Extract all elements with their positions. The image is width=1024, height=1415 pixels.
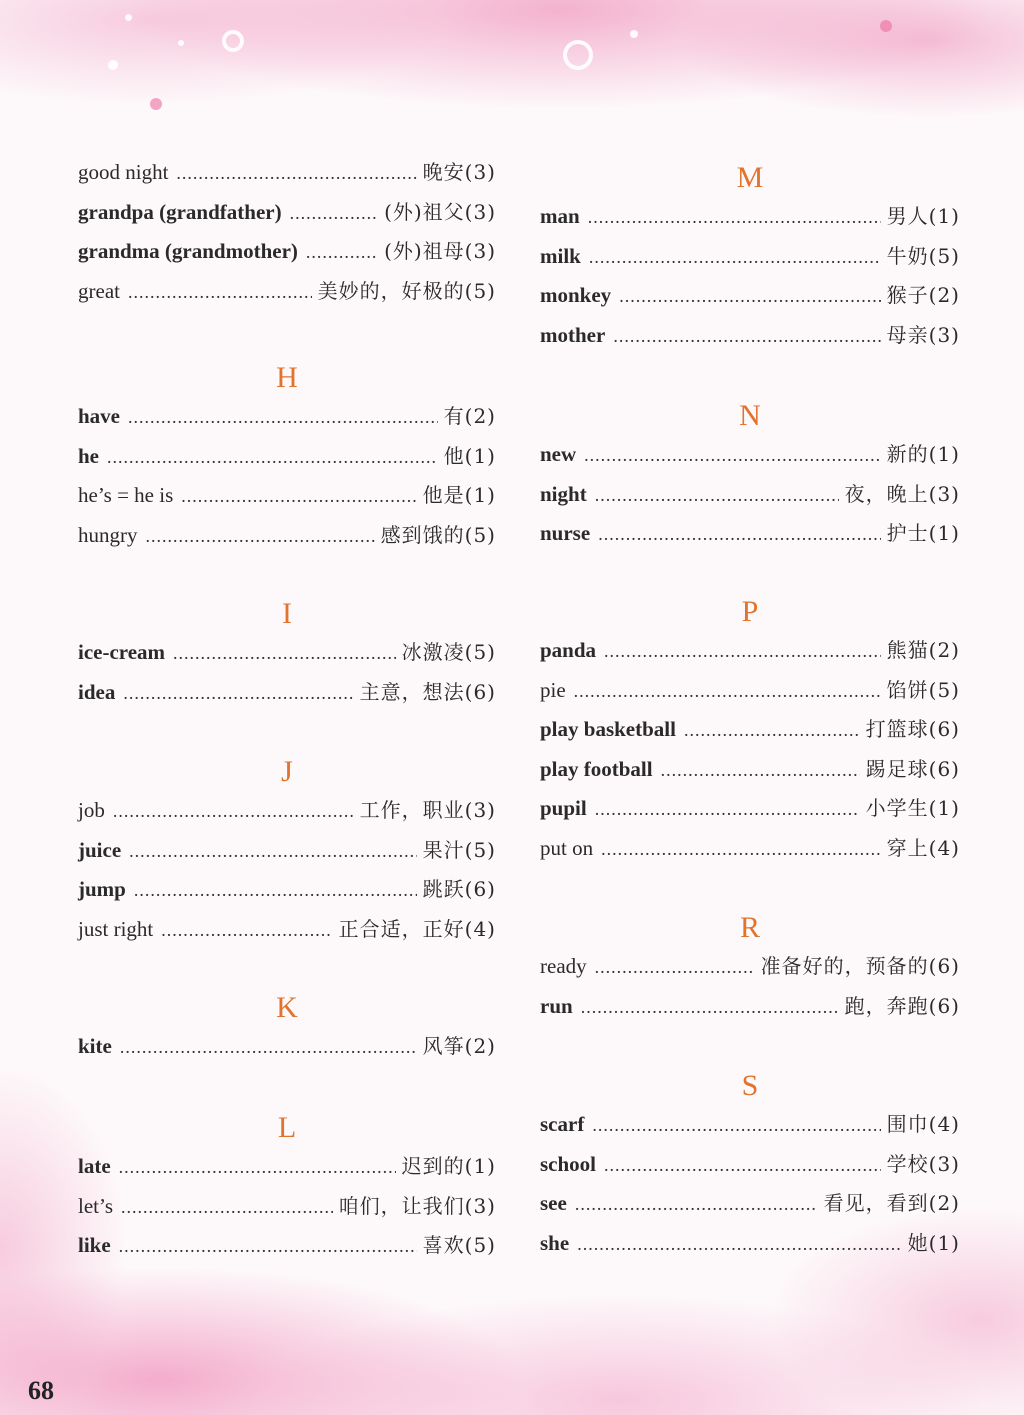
section-letter: S: [741, 1069, 759, 1102]
glossary-section: [540, 906, 960, 1029]
chinese-meaning: 工作，职业(3): [359, 798, 496, 822]
ring-decoration: [563, 40, 593, 70]
glossary-entry: [78, 440, 496, 480]
glossary-entry: [540, 1187, 960, 1227]
glossary-entry: [78, 834, 496, 874]
glossary-entry: [540, 634, 960, 674]
section-letter: H: [276, 361, 298, 394]
section-letter: P: [741, 595, 759, 628]
section-letter: I: [282, 597, 292, 630]
english-word: late: [78, 1154, 111, 1178]
glossary-entry: [540, 674, 960, 714]
section-letter: N: [739, 399, 761, 432]
english-word: juice: [78, 837, 122, 862]
chinese-meaning: 馅饼(5): [886, 677, 960, 702]
glossary-section: [78, 750, 496, 952]
dot-leader: [589, 247, 881, 268]
chinese-meaning: 冰激凌(5): [401, 640, 496, 664]
english-word: milk: [540, 243, 581, 268]
chinese-meaning: 美妙的，好极的(5): [317, 278, 496, 303]
chinese-meaning: 熊猫(2): [886, 638, 960, 662]
chinese-meaning: (外)祖父(3): [384, 199, 496, 224]
chinese-meaning: 感到饿的(5): [380, 522, 496, 547]
chinese-meaning: 母亲(3): [886, 322, 960, 347]
chinese-meaning: 猴子(2): [886, 283, 960, 308]
english-word: grandpa (grandfather): [78, 199, 282, 224]
glossary-entry: [540, 950, 960, 990]
glossary-entry: [78, 794, 496, 834]
glossary-entry: [540, 517, 960, 557]
chinese-meaning: 风筝(2): [422, 1034, 496, 1058]
english-word: ready: [540, 954, 587, 978]
dot-leader: [113, 801, 354, 822]
glossary-entry: [540, 478, 960, 518]
chinese-meaning: 他是(1): [422, 483, 496, 508]
glossary-entry: [540, 200, 960, 240]
chinese-meaning: 夜，晚上(3): [844, 481, 960, 506]
english-word: let’s: [78, 1193, 113, 1218]
chinese-meaning: 看见，看到(2): [823, 1191, 960, 1216]
glossary-section: [540, 590, 960, 872]
english-word: just right: [78, 916, 154, 941]
glossary-section: [78, 986, 496, 1070]
dot-leader: [290, 203, 378, 224]
section-letter: M: [736, 161, 764, 194]
glossary-section: [78, 592, 496, 715]
chinese-meaning: 跳跃(6): [422, 877, 496, 902]
glossary-entry: [540, 792, 960, 832]
english-word: run: [540, 993, 573, 1018]
english-word: night: [540, 481, 587, 506]
section-letter: J: [281, 755, 293, 788]
chinese-meaning: 迟到的(1): [401, 1154, 496, 1178]
chinese-meaning: 牛奶(5): [886, 243, 960, 268]
english-word: job: [78, 798, 105, 822]
chinese-meaning: 有(2): [443, 404, 496, 428]
dot-leader: [107, 447, 438, 468]
chinese-meaning: (外)祖母(3): [384, 239, 496, 264]
glossary-section: [78, 356, 496, 558]
english-word: pupil: [540, 796, 587, 821]
section-letter: L: [277, 1111, 297, 1144]
english-word: kite: [78, 1034, 112, 1058]
dot-leader: [129, 841, 417, 862]
english-word: panda: [540, 638, 597, 662]
chinese-meaning: 围巾(4): [886, 1112, 960, 1136]
glossary-entry: [540, 279, 960, 319]
english-word: pie: [540, 677, 566, 702]
chinese-meaning: 主意，想法(6): [359, 679, 496, 704]
section-letter: K: [276, 991, 298, 1024]
ring-decoration: [222, 30, 244, 52]
sparkle-decoration: [630, 30, 638, 38]
dot-leader: [604, 641, 881, 662]
chinese-meaning: 正合适，正好(4): [338, 916, 496, 941]
dot-leader: [119, 1157, 396, 1178]
glossary-section: [78, 1106, 496, 1269]
english-word: mother: [540, 322, 606, 347]
glossary-entry: [78, 235, 496, 275]
dot-leader: [173, 643, 396, 664]
chinese-meaning: 踢足球(6): [865, 756, 960, 781]
dot-leader: [595, 957, 755, 978]
glossary-entry: [540, 1227, 960, 1267]
english-word: good night: [78, 160, 169, 184]
sparkle-decoration: [108, 60, 118, 70]
glossary-entry: [540, 990, 960, 1030]
glossary-entry: [78, 1190, 496, 1230]
chinese-meaning: 她(1): [907, 1230, 960, 1255]
section-letter: R: [739, 911, 760, 944]
chinese-meaning: 咱们，让我们(3): [338, 1193, 496, 1218]
glossary-entry: [540, 753, 960, 793]
dot-leader: [601, 839, 881, 860]
chinese-meaning: 新的(1): [886, 442, 960, 466]
glossary-entry: [78, 275, 496, 315]
english-word: play football: [540, 756, 653, 781]
english-word: scarf: [540, 1112, 585, 1136]
glossary-entry: [78, 873, 496, 913]
glossary-entry: [540, 319, 960, 359]
chinese-meaning: 他(1): [443, 443, 496, 468]
english-word: jump: [78, 877, 126, 902]
sparkle-decoration: [150, 98, 162, 110]
english-word: he’s = he is: [78, 483, 174, 508]
dot-leader: [592, 1115, 880, 1136]
glossary-entry: [540, 713, 960, 753]
english-word: man: [540, 204, 580, 228]
chinese-meaning: 喜欢(5): [422, 1233, 496, 1258]
english-word: nurse: [540, 521, 591, 546]
glossary-entry: [78, 636, 496, 676]
sparkle-decoration: [125, 14, 132, 21]
glossary-entry: [78, 519, 496, 559]
english-word: see: [540, 1191, 567, 1216]
dot-leader: [128, 407, 438, 428]
chinese-meaning: 穿上(4): [886, 835, 960, 860]
english-word: like: [78, 1233, 111, 1258]
dot-leader: [584, 445, 880, 466]
english-word: idea: [78, 679, 116, 704]
dot-leader: [134, 880, 417, 901]
sparkle-decoration: [178, 40, 184, 46]
dot-leader: [120, 1037, 417, 1058]
glossary-entry: [540, 832, 960, 872]
glossary-entry: [540, 1108, 960, 1148]
dot-leader: [161, 920, 332, 941]
glossary-entry: [78, 676, 496, 716]
english-word: monkey: [540, 283, 612, 308]
glossary-section: [540, 1064, 960, 1266]
dot-leader: [588, 207, 881, 228]
chinese-meaning: 跑，奔跑(6): [844, 993, 960, 1018]
dot-leader: [598, 524, 880, 545]
chinese-meaning: 学校(3): [886, 1151, 960, 1176]
dot-leader: [128, 282, 312, 303]
glossary-entry: [540, 240, 960, 280]
chinese-meaning: 晚安(3): [422, 160, 496, 184]
english-word: great: [78, 278, 120, 303]
english-word: she: [540, 1230, 570, 1255]
dot-leader: [595, 485, 839, 506]
dot-leader: [619, 286, 880, 307]
dot-leader: [575, 1194, 818, 1215]
glossary-entry: [78, 479, 496, 519]
dot-leader: [123, 683, 353, 704]
english-word: he: [78, 443, 99, 468]
chinese-meaning: 果汁(5): [422, 837, 496, 862]
glossary-entry: [540, 438, 960, 478]
dot-leader: [121, 1197, 333, 1218]
dot-leader: [595, 799, 860, 820]
english-word: school: [540, 1151, 597, 1176]
glossary-entry: [78, 196, 496, 236]
dot-leader: [181, 486, 416, 507]
page-number: 68: [28, 1376, 54, 1405]
glossary-entry: [78, 1030, 496, 1070]
glossary-entry: [78, 156, 496, 196]
glossary-entry: [78, 1150, 496, 1190]
glossary-entry: [540, 1148, 960, 1188]
glossary-section: [78, 156, 496, 314]
dot-leader: [604, 1155, 881, 1176]
english-word: ice-cream: [78, 640, 166, 664]
dot-leader: [306, 242, 378, 263]
english-word: grandma (grandmother): [78, 239, 298, 264]
glossary-entry: [78, 913, 496, 953]
english-word: have: [78, 404, 120, 428]
dot-leader: [574, 681, 881, 702]
dot-leader: [581, 997, 839, 1018]
dot-leader: [684, 720, 860, 741]
chinese-meaning: 准备好的，预备的(6): [760, 954, 960, 978]
dot-leader: [146, 526, 375, 547]
glossary-section: [540, 394, 960, 557]
chinese-meaning: 男人(1): [886, 204, 960, 228]
english-word: hungry: [78, 522, 138, 547]
dot-leader: [661, 760, 860, 781]
dot-leader: [176, 163, 416, 184]
english-word: new: [540, 442, 577, 466]
glossary-section: [540, 156, 960, 358]
sparkle-decoration: [880, 20, 892, 32]
dot-leader: [613, 326, 880, 347]
dot-leader: [119, 1236, 417, 1257]
english-word: play basketball: [540, 717, 676, 742]
dot-leader: [577, 1234, 901, 1255]
glossary-entry: [78, 400, 496, 440]
english-word: put on: [540, 835, 594, 860]
glossary-entry: [78, 1229, 496, 1269]
chinese-meaning: 小学生(1): [865, 796, 960, 821]
chinese-meaning: 打篮球(6): [865, 717, 960, 742]
chinese-meaning: 护士(1): [886, 521, 960, 546]
